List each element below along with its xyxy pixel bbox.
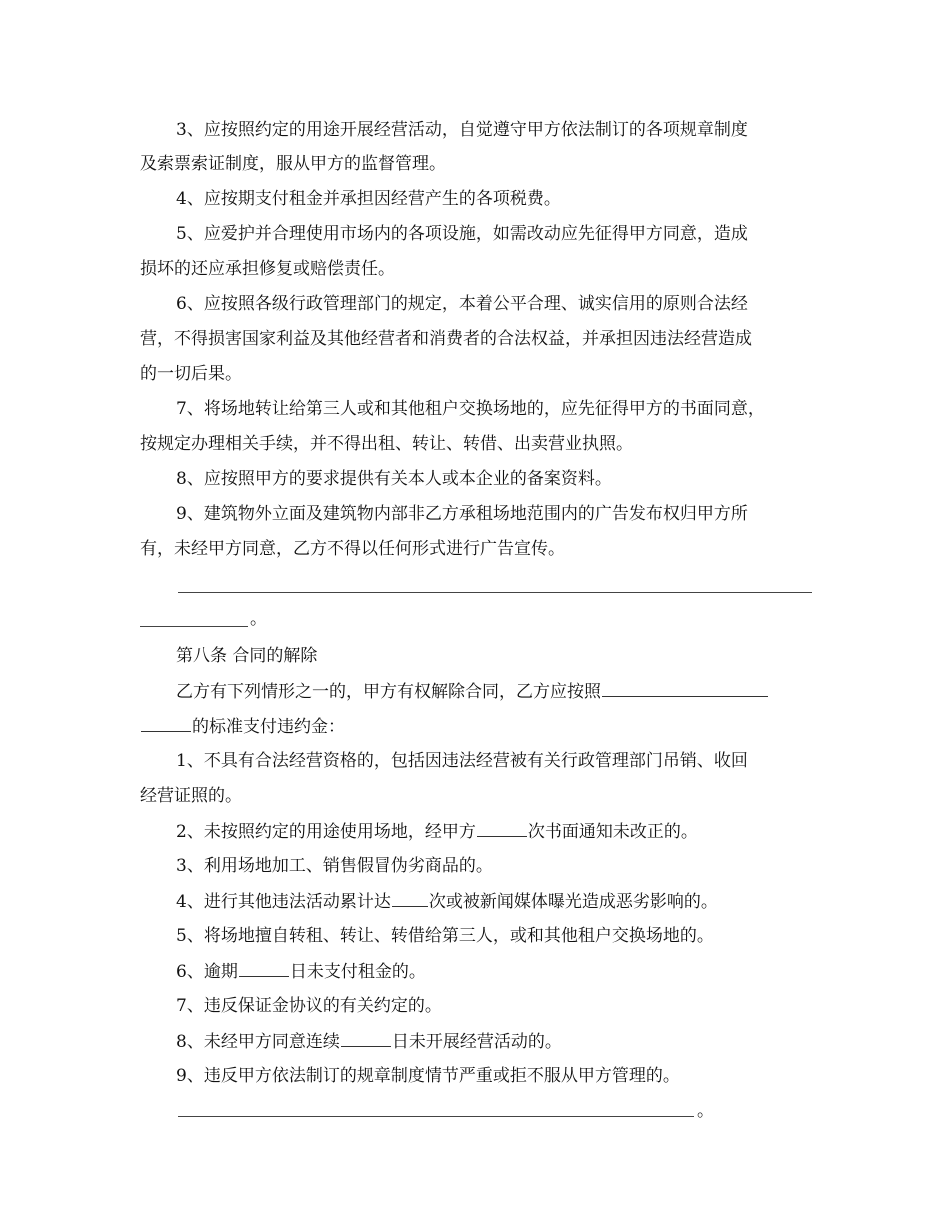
clause-6-line-3: 的一切后果。	[140, 364, 242, 384]
penalty-standard-blank	[602, 680, 768, 697]
termination-item-8-text-b: 日未开展经营活动的。	[391, 1032, 562, 1052]
clause-4-line-1: 4、应按期支付租金并承担因经营产生的各项税费。	[176, 189, 561, 209]
termination-item-4-text-a: 4、进行其他违法活动累计达	[176, 892, 391, 912]
article-8-intro-line-1	[176, 680, 856, 703]
termination-item-8	[176, 1030, 856, 1053]
termination-item-5: 5、将场地擅自转租、转让、转借给第三人，或和其他租户交换场地的。	[176, 926, 714, 946]
clause-9-line-1: 9、建筑物外立面及建筑物内部非乙方承租场地范围内的广告发布权归甲方所	[176, 504, 748, 524]
article-8-intro-line-2	[140, 715, 820, 738]
penalty-standard-blank-cont	[141, 715, 191, 732]
termination-item-7: 7、违反保证金协议的有关约定的。	[176, 996, 442, 1016]
termination-item-9: 9、违反甲方依法制订的规章制度情节严重或拒不服从甲方管理的。	[176, 1066, 680, 1086]
clause-5-line-2: 损坏的还应承担修复或赔偿责任。	[140, 259, 395, 279]
article-8-intro-text-2: 的标准支付违约金：	[192, 717, 345, 737]
termination-item-2-text-a: 2、未按照约定的用途使用场地，经甲方	[176, 822, 476, 842]
termination-item-1-line-1: 1、不具有合法经营资格的，包括因违法经营被有关行政管理部门吊销、收回	[176, 751, 748, 771]
clause-3-line-1: 3、应按照约定的用途开展经营活动，自觉遵守甲方依法制订的各项规章制度	[176, 120, 748, 140]
clause-9-line-2: 有，未经甲方同意，乙方不得以任何形式进行广告宣传。	[140, 539, 565, 559]
termination-item-6-text-a: 6、逾期	[176, 962, 238, 982]
clause-3-line-2: 及索票索证制度，服从甲方的监督管理。	[140, 154, 446, 174]
overdue-days-blank	[239, 960, 289, 977]
clause-7-line-1: 7、将场地转让给第三人或和其他租户交换场地的，应先征得甲方的书面同意，	[176, 399, 765, 419]
blank-line-short	[140, 626, 248, 627]
blank-end-mark: 。	[250, 609, 267, 629]
termination-item-3: 3、利用场地加工、销售假冒伪劣商品的。	[176, 856, 493, 876]
article-8-intro-text: 乙方有下列情形之一的，甲方有权解除合同，乙方应按照	[176, 682, 601, 702]
termination-item-4-text-b: 次或被新闻媒体曝光造成恶劣影响的。	[428, 892, 718, 912]
clause-6-line-2: 营，不得损害国家利益及其他经营者和消费者的合法权益，并承担因违法经营造成	[140, 329, 752, 349]
termination-item-2-text-b: 次书面通知未改正的。	[527, 822, 698, 842]
notice-count-blank	[477, 820, 527, 837]
clause-5-line-1: 5、应爱护并合理使用市场内的各项设施，如需改动应先征得甲方同意，造成	[176, 224, 748, 244]
clause-8-line-1: 8、应按照甲方的要求提供有关本人或本企业的备案资料。	[176, 469, 612, 489]
termination-item-1-line-2: 经营证照的。	[140, 786, 242, 806]
clause-6-line-1: 6、应按照各级行政管理部门的规定，本着公平合理、诚实信用的原则合法经	[176, 294, 748, 314]
idle-days-blank	[341, 1030, 391, 1047]
violation-count-blank	[392, 890, 428, 907]
termination-item-6-text-b: 日未支付租金的。	[289, 962, 426, 982]
article-8-title: 第八条 合同的解除	[176, 646, 318, 666]
final-end-mark: 。	[697, 1101, 714, 1121]
final-blank-line	[178, 1116, 694, 1117]
clause-7-line-2: 按规定办理相关手续，并不得出租、转让、转借、出卖营业执照。	[140, 434, 633, 454]
termination-item-6	[176, 960, 856, 983]
termination-item-8-text-a: 8、未经甲方同意连续	[176, 1032, 340, 1052]
blank-line-long	[178, 592, 812, 593]
termination-item-2	[176, 820, 856, 843]
termination-item-4	[176, 890, 856, 913]
